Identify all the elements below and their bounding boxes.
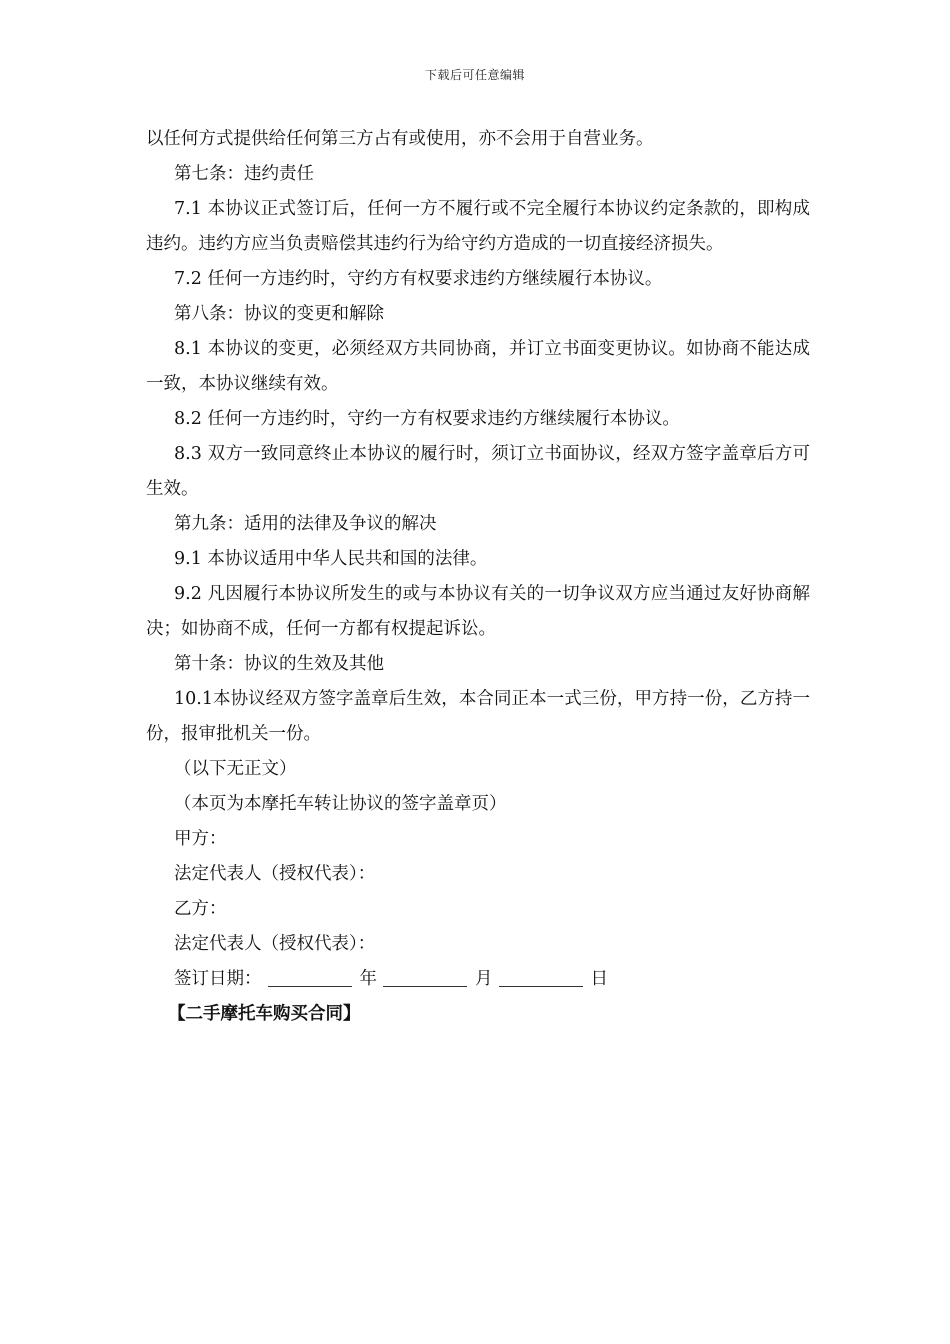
clause-7-2: 7.2 任何一方违约时，守约方有权要求违约方继续履行本协议。 (174, 269, 663, 289)
party-b-representative-label: 法定代表人（授权代表）： (174, 934, 376, 954)
next-section-title: 【二手摩托车购买合同】 (168, 1004, 361, 1024)
article-9-heading: 第九条：适用的法律及争议的解决 (174, 514, 437, 534)
signature-page-note: （本页为本摩托车转让协议的签字盖章页） (174, 794, 507, 814)
party-b-label: 乙方： (174, 899, 227, 919)
year-label: 年 (359, 969, 377, 989)
day-blank (499, 966, 583, 987)
month-label: 月 (475, 969, 493, 989)
clause-9-1: 9.1 本协议适用中华人民共和国的法律。 (174, 549, 488, 569)
party-a-label: 甲方： (174, 829, 227, 849)
day-label: 日 (590, 969, 608, 989)
header-note: 下载后可任意编辑 (424, 68, 525, 82)
party-a-representative-label: 法定代表人（授权代表）： (174, 864, 376, 884)
article-7-heading: 第七条：违约责任 (174, 164, 314, 184)
clause-8-2: 8.2 任何一方违约时，守约一方有权要求违约方继续履行本协议。 (174, 409, 680, 429)
no-further-text-note: （以下无正文） (174, 759, 297, 779)
article-10-heading: 第十条：协议的生效及其他 (174, 654, 384, 674)
signing-date-label: 签订日期： (174, 969, 262, 989)
clause-7-1: 7.1 本协议正式签订后，任何一方不履行或不完全履行本协议约定条款的，即构成违约。违约方应当负责赔偿其违约行为给守约方造成的一切直接经济损失。 (146, 199, 810, 254)
clause-8-1: 8.1 本协议的变更，必须经双方共同协商，并订立书面变更协议。如协商不能达成一致，本协议继续有效。 (146, 339, 810, 394)
paragraph-continuation: 以任何方式提供给任何第三方占有或使用，亦不会用于自营业务。 (146, 129, 654, 149)
clause-9-2: 9.2 凡因履行本协议所发生的或与本协议有关的一切争议双方应当通过友好协商解决；如协商不成，任何一方都有权提起诉讼。 (146, 584, 810, 639)
document-body (146, 122, 810, 1032)
clause-8-3: 8.3 双方一致同意终止本协议的履行时，须订立书面协议，经双方签字盖章后方可生效。 (146, 444, 810, 499)
signing-date-line (146, 962, 810, 997)
month-blank (383, 966, 467, 987)
clause-10-1: 10.1本协议经双方签字盖章后生效，本合同正本一式三份，甲方持一份，乙方持一份，报审批机关一份。 (146, 689, 810, 744)
year-blank (268, 966, 352, 987)
article-8-heading: 第八条：协议的变更和解除 (174, 304, 384, 324)
